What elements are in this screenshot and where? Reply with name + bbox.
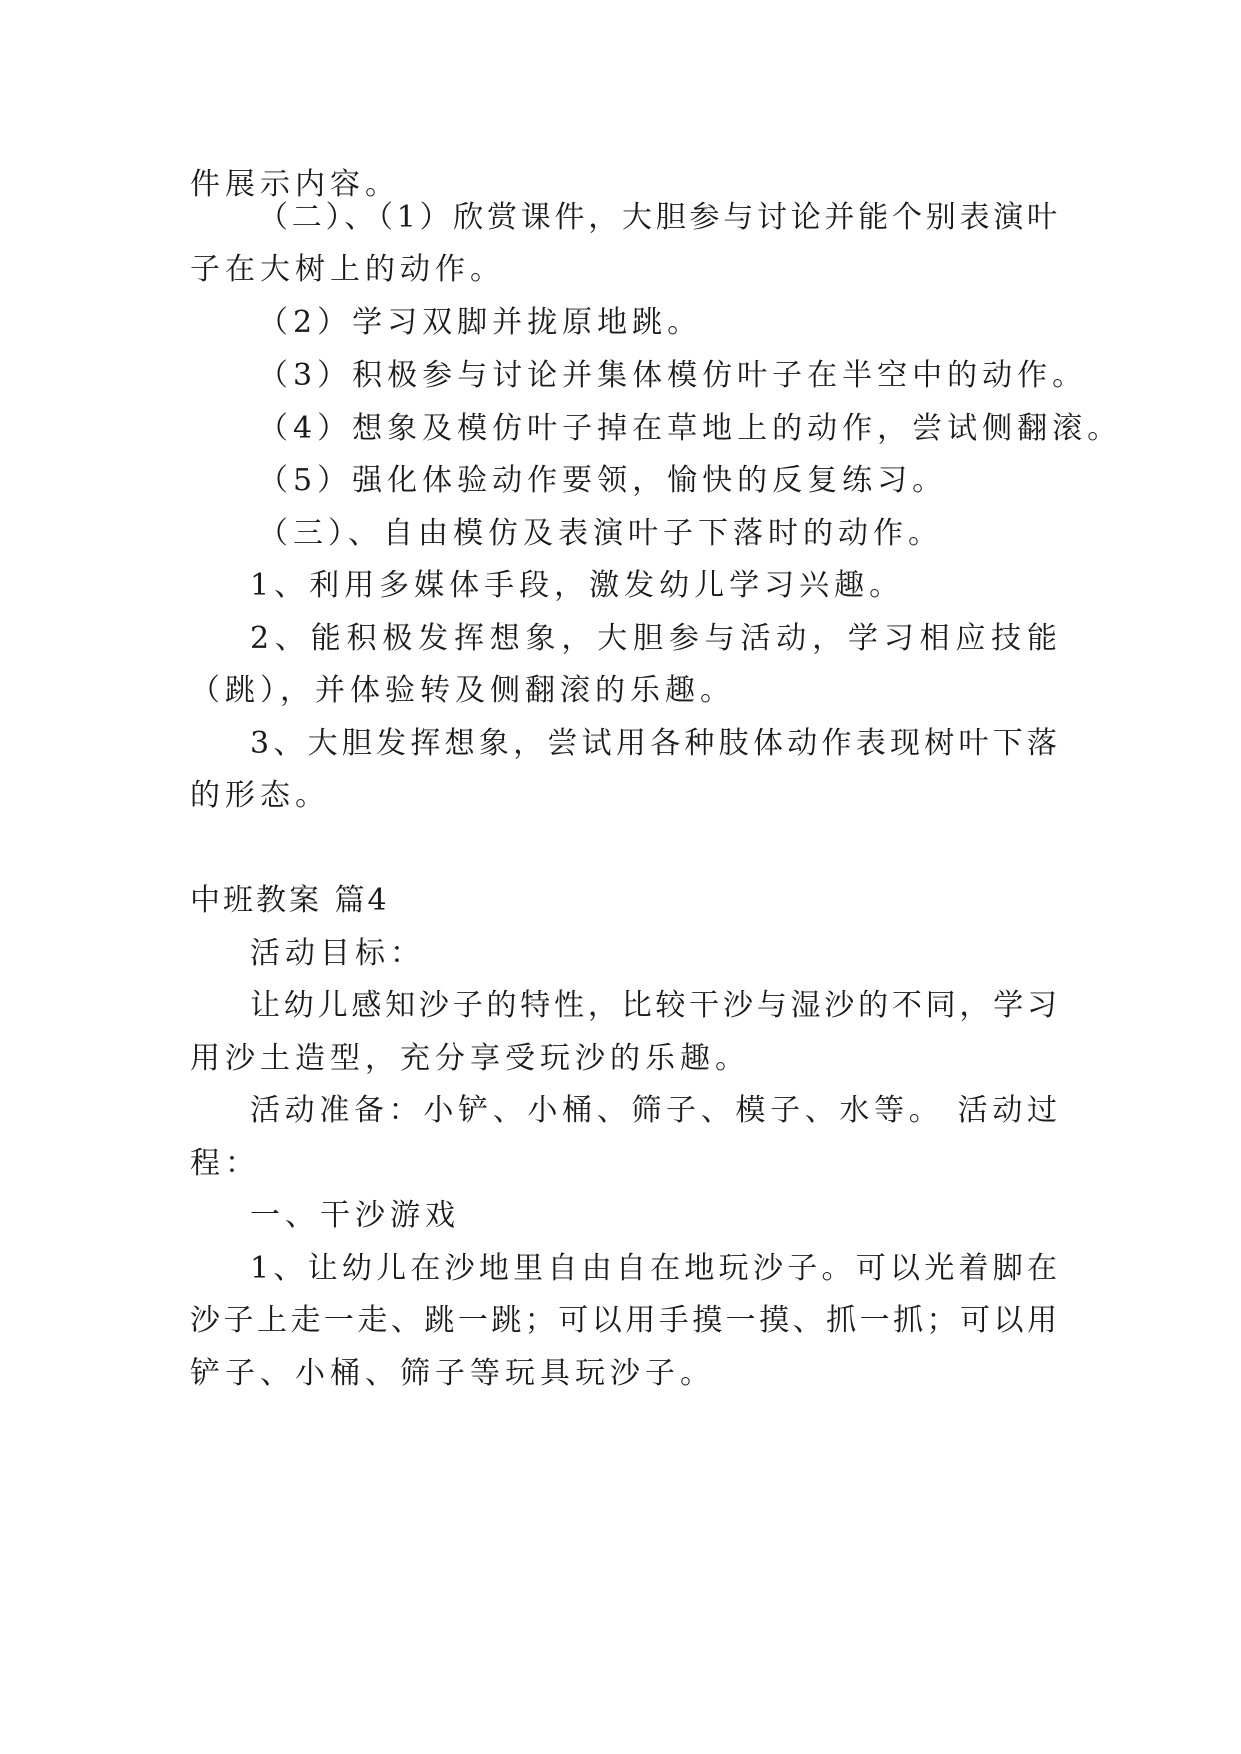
text-line: 件展示内容。	[190, 167, 400, 202]
text-line: 活动目标：	[250, 936, 425, 971]
text-line: 一、干沙游戏	[250, 1198, 460, 1233]
text-line: 用沙土造型，充分享受玩沙的乐趣。	[190, 1041, 750, 1076]
text-line: （二）、（1）欣赏课件，大胆参与讨论并能个别表演叶	[258, 200, 1060, 235]
text-line: （5）强化体验动作要领，愉快的反复练习。	[258, 463, 948, 498]
text-line: 子在大树上的动作。	[190, 252, 505, 287]
text-line: 铲子、小桶、筛子等玩具玩沙子。	[190, 1356, 715, 1391]
text-line: 让幼儿感知沙子的特性，比较干沙与湿沙的不同，学习	[250, 988, 1060, 1023]
text-line: （3）积极参与讨论并集体模仿叶子在半空中的动作。	[258, 358, 1088, 393]
text-line: （三）、自由模仿及表演叶子下落时的动作。	[258, 516, 943, 551]
text-line: 3、大胆发挥想象，尝试用各种肢体动作表现树叶下落	[250, 726, 1060, 761]
text-line: 1、让幼儿在沙地里自由自在地玩沙子。可以光着脚在	[250, 1251, 1060, 1286]
section-heading: 中班教案 篇4	[190, 883, 390, 918]
text-line: 2、能积极发挥想象，大胆参与活动，学习相应技能	[250, 621, 1060, 656]
text-line: 活动准备：小铲、小桶、筛子、模子、水等。 活动过	[250, 1093, 1060, 1128]
text-line: （跳），并体验转及侧翻滚的乐趣。	[190, 673, 735, 708]
text-line: 1、利用多媒体手段，激发幼儿学习兴趣。	[250, 568, 905, 603]
text-line: （2）学习双脚并拢原地跳。	[258, 305, 703, 340]
text-line: 沙子上走一走、跳一跳；可以用手摸一摸、抓一抓；可以用	[190, 1303, 1060, 1338]
text-line: 的形态。	[190, 778, 330, 813]
text-line: 程：	[190, 1146, 260, 1181]
text-line: （4）想象及模仿叶子掉在草地上的动作，尝试侧翻滚。	[258, 411, 1123, 446]
